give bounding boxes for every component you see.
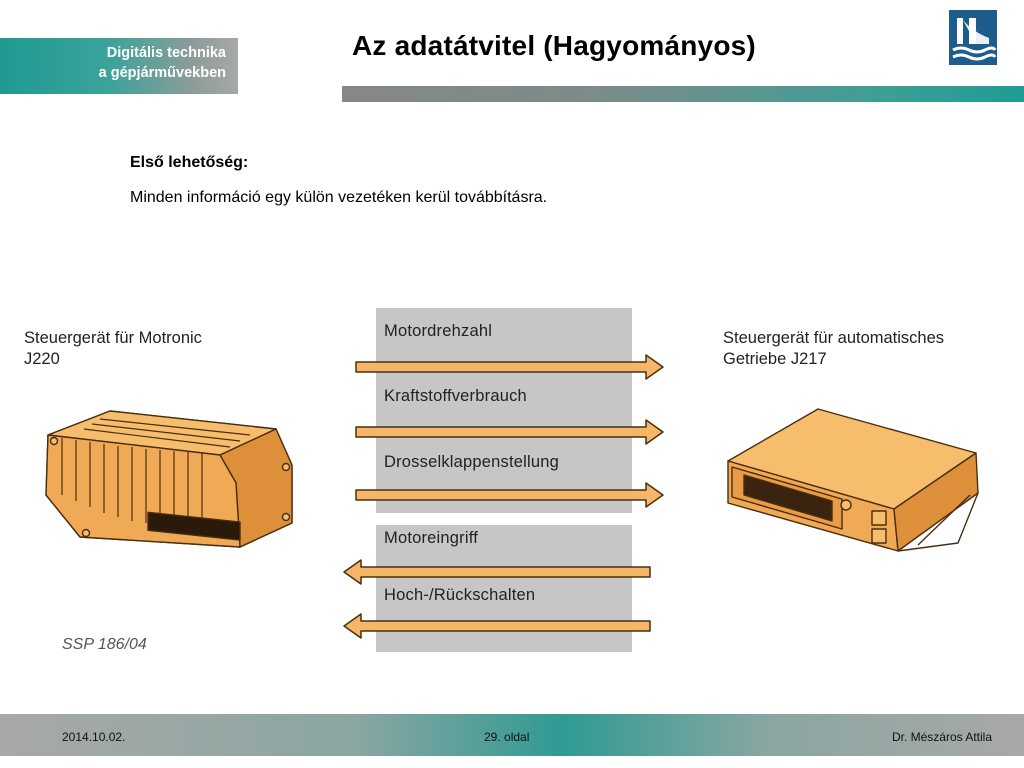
gearbox-ecu-illustration: [722, 405, 984, 555]
arrow-forward-2: [356, 420, 663, 444]
footer-author: Dr. Mészáros Attila: [891, 730, 992, 744]
right-unit-label-line2: Getriebe J217: [723, 350, 827, 368]
course-title-line1: Digitális technika: [106, 45, 226, 61]
signal-label-up-down-shift: Hoch-/Rückschalten: [384, 586, 536, 604]
course-title-line2: a gépjárművekben: [98, 65, 226, 81]
university-logo: [949, 10, 997, 65]
title-underline-bar: [342, 86, 1024, 102]
signal-label-engine-speed: Motordrehzahl: [384, 322, 493, 340]
signal-arrows: [340, 350, 670, 640]
left-unit-label: [24, 328, 202, 370]
arrow-backward-1: [344, 560, 650, 584]
course-title-box: [0, 38, 238, 94]
arrow-backward-2: [344, 614, 650, 638]
arrow-forward-3: [356, 483, 663, 507]
motronic-ecu-illustration: [40, 405, 302, 553]
footer-page-number: 29. oldal: [484, 730, 530, 744]
arrow-forward-1: [356, 355, 663, 379]
left-unit-label-line2: J220: [24, 350, 60, 368]
source-reference: SSP 186/04: [62, 636, 147, 653]
right-unit-label-line1: Steuergerät für automatisches: [723, 329, 945, 347]
option-description: Minden információ egy külön vezetéken kerül továbbításra.: [130, 189, 548, 206]
signal-label-throttle-position: Drosselklappenstellung: [384, 453, 559, 471]
option-label: Első lehetőség:: [130, 154, 249, 171]
footer-bar: [0, 714, 1024, 756]
signal-label-fuel-consumption: Kraftstoffverbrauch: [384, 387, 527, 405]
right-unit-label: [723, 328, 944, 370]
slide-title: Az adatátvitel (Hagyományos): [352, 30, 756, 61]
left-unit-label-line1: Steuergerät für Motronic: [24, 329, 202, 347]
signal-label-engine-intervention: Motoreingriff: [384, 529, 479, 547]
footer-date: 2014.10.02.: [62, 730, 126, 744]
